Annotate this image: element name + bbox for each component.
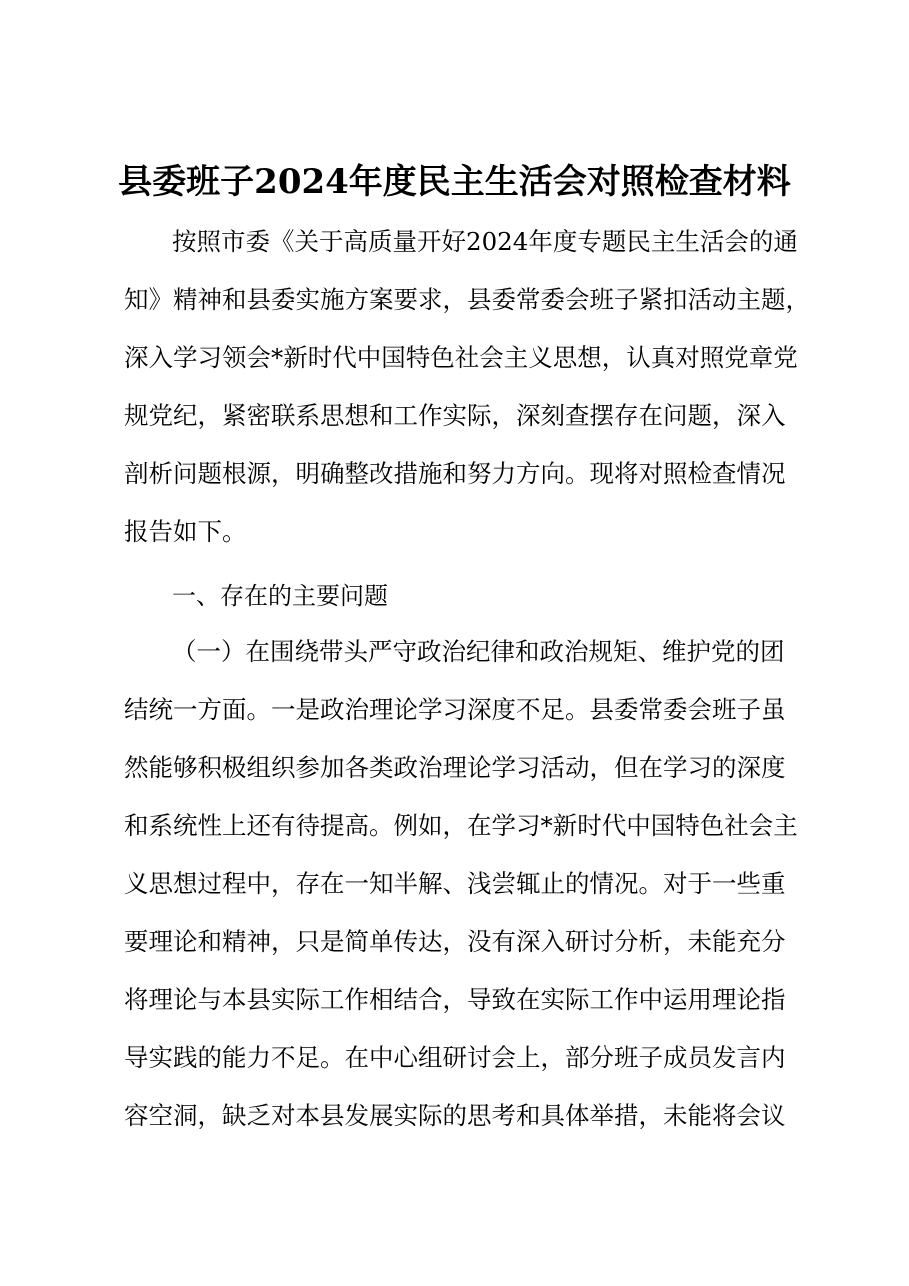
paragraph-line: 然能够积极组织参加各类政治理论学习活动，但在学习的深度: [124, 753, 786, 782]
paragraph-line: 报告如下。: [124, 517, 247, 546]
paragraph-line: 深入学习领会*新时代中国特色社会主义思想，认真对照党章党: [124, 343, 798, 372]
paragraph-line: 按照市委《关于高质量开好2024年度专题民主生活会的通: [172, 227, 798, 256]
paragraph-line: 结统一方面。一是政治理论学习深度不足。县委常委会班子虽: [124, 695, 786, 724]
paragraph-line: 容空洞，缺乏对本县发展实际的思考和具体举措，未能将会议: [124, 1101, 786, 1130]
document-title: 县委班子2024年度民主生活会对照检查材料: [118, 162, 791, 202]
paragraph-line: 将理论与本县实际工作相结合，导致在实际工作中运用理论指: [124, 985, 786, 1014]
paragraph-line: 义思想过程中，存在一知半解、浅尝辄止的情况。对于一些重: [124, 869, 786, 898]
paragraph-line: 剖析问题根源，明确整改措施和努力方向。现将对照检查情况: [124, 459, 786, 488]
paragraph-line: （一）在围绕带头严守政治纪律和政治规矩、维护党的团: [172, 637, 785, 666]
paragraph-line: 规党纪，紧密联系思想和工作实际，深刻查摆存在问题，深入: [124, 401, 786, 430]
paragraph-line: 要理论和精神，只是简单传达，没有深入研讨分析，未能充分: [124, 927, 786, 956]
section-heading: 一、存在的主要问题: [172, 582, 388, 610]
paragraph-line: 导实践的能力不足。在中心组研讨会上，部分班子成员发言内: [124, 1043, 786, 1072]
paragraph-line: 和系统性上还有待提高。例如，在学习*新时代中国特色社会主: [124, 811, 798, 840]
paragraph-line: 知》精神和县委实施方案要求，县委常委会班子紧扣活动主题，: [124, 285, 810, 314]
